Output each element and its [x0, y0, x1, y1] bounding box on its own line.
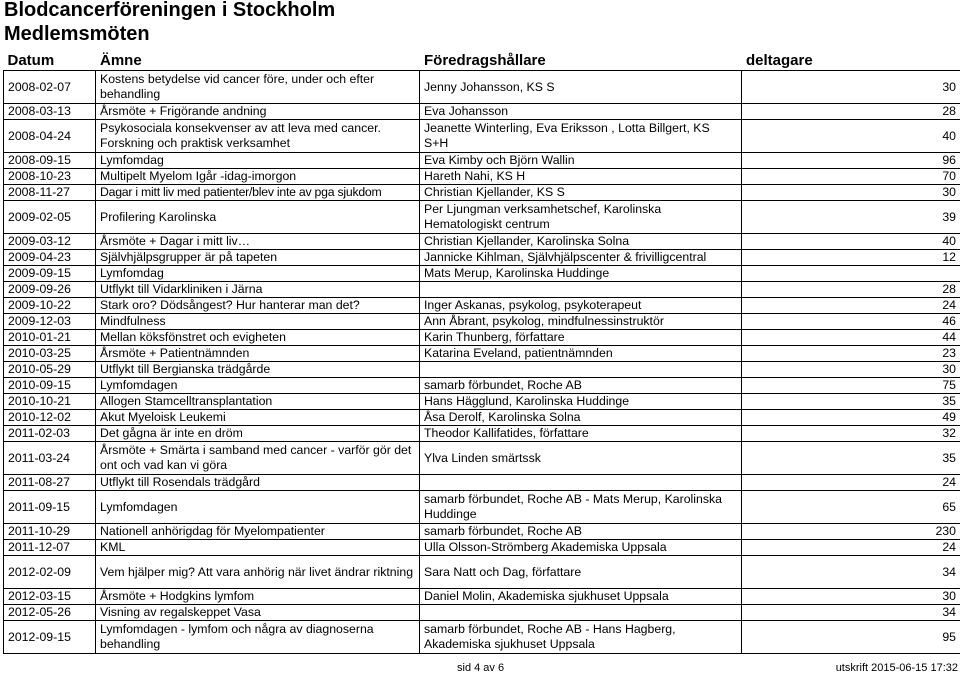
print-timestamp: utskrift 2015-06-15 17:32	[835, 662, 958, 674]
cell-date: 2010-10-21	[4, 394, 96, 410]
cell-topic: Nationell anhörigdag för Myelompatienter	[96, 524, 420, 540]
cell-speaker: Ulla Olsson-Strömberg Akademiska Uppsala	[420, 540, 742, 556]
cell-participants: 35	[742, 394, 960, 410]
cell-date: 2008-02-07	[4, 71, 96, 104]
table-row	[4, 442, 960, 475]
table-row	[4, 250, 960, 266]
cell-participants: 35	[742, 442, 960, 475]
cell-participants: 28	[742, 282, 960, 298]
cell-topic: Mellan köksfönstret och evigheten	[96, 330, 420, 346]
cell-date: 2012-02-09	[4, 556, 96, 589]
cell-date: 2008-03-13	[4, 104, 96, 120]
column-header-topic: Ämne	[96, 50, 420, 71]
cell-topic: Multipelt Myelom Igår -idag-imorgon	[96, 169, 420, 185]
cell-speaker: Ylva Linden smärtssk	[420, 442, 742, 475]
cell-speaker: Åsa Derolf, Karolinska Solna	[420, 410, 742, 426]
cell-date: 2012-05-26	[4, 605, 96, 621]
cell-participants: 96	[742, 153, 960, 169]
column-header-date: Datum	[4, 50, 96, 71]
cell-topic: Kostens betydelse vid cancer före, under och efter behandling	[96, 71, 420, 104]
cell-topic: Psykosociala konsekvenser av att leva med cancer. Forskning och praktisk verksamhet	[96, 120, 420, 153]
cell-date: 2010-09-15	[4, 378, 96, 394]
cell-date: 2008-11-27	[4, 185, 96, 201]
cell-date: 2009-09-15	[4, 266, 96, 282]
cell-date: 2009-04-23	[4, 250, 96, 266]
cell-date: 2012-03-15	[4, 589, 96, 605]
cell-participants: 40	[742, 234, 960, 250]
cell-speaker: Jeanette Winterling, Eva Eriksson , Lotta Billgert, KS S+H	[420, 120, 742, 153]
cell-speaker	[420, 605, 742, 621]
cell-speaker: samarb förbundet, Roche AB	[420, 524, 742, 540]
cell-participants: 24	[742, 475, 960, 491]
cell-date: 2011-02-03	[4, 426, 96, 442]
cell-participants: 30	[742, 362, 960, 378]
cell-topic: Årsmöte + Frigörande andning	[96, 104, 420, 120]
table-row	[4, 234, 960, 250]
cell-date: 2011-12-07	[4, 540, 96, 556]
cell-speaker	[420, 282, 742, 298]
cell-topic: Årsmöte + Patientnämnden	[96, 346, 420, 362]
cell-topic: Lymfomdagen	[96, 378, 420, 394]
table-row	[4, 556, 960, 589]
cell-speaker: Hans Hägglund, Karolinska Huddinge	[420, 394, 742, 410]
cell-date: 2009-03-12	[4, 234, 96, 250]
table-row	[4, 540, 960, 556]
table-row	[4, 426, 960, 442]
cell-participants: 30	[742, 589, 960, 605]
table-row	[4, 410, 960, 426]
cell-speaker: Inger Askanas, psykolog, psykoterapeut	[420, 298, 742, 314]
cell-topic: Årsmöte + Dagar i mitt liv…	[96, 234, 420, 250]
cell-participants: 46	[742, 314, 960, 330]
cell-date: 2008-10-23	[4, 169, 96, 185]
table-row	[4, 589, 960, 605]
cell-date: 2010-05-29	[4, 362, 96, 378]
cell-speaker: Theodor Kallifatides, författare	[420, 426, 742, 442]
cell-participants: 28	[742, 104, 960, 120]
cell-speaker	[420, 362, 742, 378]
table-row	[4, 362, 960, 378]
cell-participants: 34	[742, 605, 960, 621]
cell-topic: Det gågna är inte en dröm	[96, 426, 420, 442]
table-row	[4, 120, 960, 153]
table-row	[4, 524, 960, 540]
cell-topic: Allogen Stamcelltransplantation	[96, 394, 420, 410]
cell-participants: 24	[742, 298, 960, 314]
cell-participants: 32	[742, 426, 960, 442]
cell-topic: Stark oro? Dödsångest? Hur hanterar man det?	[96, 298, 420, 314]
table-row	[4, 71, 960, 104]
cell-participants: 40	[742, 120, 960, 153]
table-row	[4, 621, 960, 654]
cell-topic: Akut Myeloisk Leukemi	[96, 410, 420, 426]
cell-participants: 95	[742, 621, 960, 654]
table-row	[4, 282, 960, 298]
cell-date: 2011-03-24	[4, 442, 96, 475]
column-header-speaker: Föredragshållare	[420, 50, 742, 71]
cell-participants: 44	[742, 330, 960, 346]
cell-speaker: Daniel Molin, Akademiska sjukhuset Uppsala	[420, 589, 742, 605]
cell-speaker: Karin Thunberg, författare	[420, 330, 742, 346]
column-header-participants: deltagare	[742, 50, 960, 71]
cell-speaker: Eva Kimby och Björn Wallin	[420, 153, 742, 169]
cell-participants: 23	[742, 346, 960, 362]
cell-date: 2010-01-21	[4, 330, 96, 346]
cell-topic: KML	[96, 540, 420, 556]
cell-date: 2009-10-22	[4, 298, 96, 314]
cell-speaker: samarb förbundet, Roche AB - Mats Merup, Karolinska Huddinge	[420, 491, 742, 524]
cell-participants: 12	[742, 250, 960, 266]
cell-date: 2008-09-15	[4, 153, 96, 169]
cell-speaker: Ann Åbrant, psykolog, mindfulnessinstruktör	[420, 314, 742, 330]
cell-topic: Utflykt till Rosendals trädgård	[96, 475, 420, 491]
cell-speaker: Katarina Eveland, patientnämnden	[420, 346, 742, 362]
cell-date: 2011-08-27	[4, 475, 96, 491]
table-row	[4, 298, 960, 314]
cell-participants: 230	[742, 524, 960, 540]
cell-topic: Lymfomdag	[96, 266, 420, 282]
cell-participants: 24	[742, 540, 960, 556]
cell-speaker: Hareth Nahi, KS H	[420, 169, 742, 185]
table-row	[4, 475, 960, 491]
cell-participants	[742, 266, 960, 282]
cell-date: 2011-10-29	[4, 524, 96, 540]
table-row	[4, 169, 960, 185]
cell-topic: Lymfomdagen	[96, 491, 420, 524]
cell-participants: 65	[742, 491, 960, 524]
cell-speaker	[420, 475, 742, 491]
document-subtitle: Medlemsmöten	[4, 23, 150, 45]
cell-topic: Årsmöte + Hodgkins lymfom	[96, 589, 420, 605]
table-row	[4, 104, 960, 120]
cell-participants: 34	[742, 556, 960, 589]
cell-speaker: Sara Natt och Dag, författare	[420, 556, 742, 589]
cell-topic: Vem hjälper mig? Att vara anhörig när livet ändrar riktning	[96, 556, 420, 589]
cell-date: 2009-02-05	[4, 201, 96, 234]
cell-speaker: samarb förbundet, Roche AB - Hans Hagberg, Akademiska sjukhuset Uppsala	[420, 621, 742, 654]
table-row	[4, 394, 960, 410]
table-row	[4, 201, 960, 234]
cell-date: 2009-12-03	[4, 314, 96, 330]
table-row	[4, 153, 960, 169]
cell-speaker: Jenny Johansson, KS S	[420, 71, 742, 104]
cell-participants: 30	[742, 185, 960, 201]
table-body	[4, 71, 960, 654]
table-row	[4, 330, 960, 346]
cell-topic: Visning av regalskeppet Vasa	[96, 605, 420, 621]
cell-participants: 75	[742, 378, 960, 394]
cell-date: 2010-12-02	[4, 410, 96, 426]
document-title: Blodcancerföreningen i Stockholm	[4, 0, 336, 21]
cell-topic: Utflykt till Vidarkliniken i Järna	[96, 282, 420, 298]
cell-speaker: Christian Kjellander, Karolinska Solna	[420, 234, 742, 250]
cell-date: 2011-09-15	[4, 491, 96, 524]
cell-topic: Profilering Karolinska	[96, 201, 420, 234]
cell-speaker: Per Ljungman verksamhetschef, Karolinska Hematologiskt centrum	[420, 201, 742, 234]
cell-participants: 70	[742, 169, 960, 185]
cell-speaker: Eva Johansson	[420, 104, 742, 120]
cell-date: 2012-09-15	[4, 621, 96, 654]
meetings-table	[3, 50, 960, 654]
table-row	[4, 314, 960, 330]
cell-speaker: Mats Merup, Karolinska Huddinge	[420, 266, 742, 282]
cell-topic: Självhjälpsgrupper är på tapeten	[96, 250, 420, 266]
table-header-row	[4, 50, 960, 71]
cell-topic: Lymfomdag	[96, 153, 420, 169]
cell-speaker: Jannicke Kihlman, Självhjälpscenter & frivilligcentral	[420, 250, 742, 266]
cell-participants: 30	[742, 71, 960, 104]
cell-topic: Mindfulness	[96, 314, 420, 330]
cell-topic: Utflykt till Bergianska trädgårde	[96, 362, 420, 378]
cell-participants: 39	[742, 201, 960, 234]
cell-speaker: samarb förbundet, Roche AB	[420, 378, 742, 394]
cell-topic: Lymfomdagen - lymfom och några av diagnoserna behandling	[96, 621, 420, 654]
cell-speaker: Christian Kjellander, KS S	[420, 185, 742, 201]
cell-topic: Dagar i mitt liv med patienter/blev inte av pga sjukdom	[96, 185, 420, 201]
page-number: sid 4 av 6	[457, 662, 505, 674]
table-row	[4, 378, 960, 394]
cell-date: 2009-09-26	[4, 282, 96, 298]
table-row	[4, 185, 960, 201]
table-row	[4, 605, 960, 621]
cell-topic: Årsmöte + Smärta i samband med cancer - varför gör det ont och vad kan vi göra	[96, 442, 420, 475]
cell-date: 2008-04-24	[4, 120, 96, 153]
cell-participants: 49	[742, 410, 960, 426]
table-row	[4, 266, 960, 282]
cell-date: 2010-03-25	[4, 346, 96, 362]
table-row	[4, 346, 960, 362]
table-row	[4, 491, 960, 524]
